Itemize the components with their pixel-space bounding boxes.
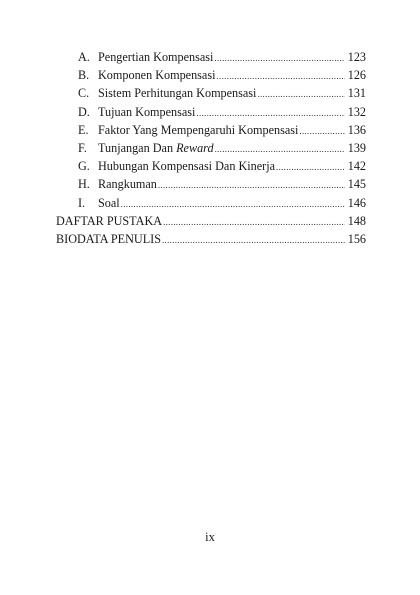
- dot-leader: [163, 213, 345, 231]
- table-of-contents: [56, 48, 366, 248]
- dot-leader: [299, 122, 345, 140]
- toc-entry-c[interactable]: [56, 84, 366, 102]
- page-number: ix: [205, 530, 215, 544]
- dot-leader: [196, 104, 345, 122]
- dot-leader: [257, 85, 345, 103]
- toc-entry-letter: A.: [78, 50, 90, 64]
- toc-entry-page: 148: [347, 213, 366, 228]
- toc-entry-title: Faktor Yang Mempengaruhi Kompensasi: [98, 122, 299, 137]
- toc-entry-b[interactable]: [56, 66, 366, 84]
- toc-entry-page: 131: [347, 86, 366, 101]
- toc-entry-daftar-pustaka[interactable]: [56, 212, 366, 230]
- dot-leader: [276, 158, 345, 176]
- toc-entry-letter: I.: [78, 195, 86, 210]
- toc-entry-title: Sistem Perhitungan Kompensasi: [98, 86, 257, 101]
- toc-entry-f[interactable]: [56, 139, 366, 157]
- toc-entry-title-italic: Reward: [176, 140, 214, 155]
- toc-entry-biodata-penulis[interactable]: [56, 230, 366, 248]
- toc-entry-g[interactable]: [56, 157, 366, 175]
- dot-leader: [158, 176, 345, 194]
- toc-entry-title: Tujuan Kompensasi: [98, 104, 196, 119]
- toc-entry-letter: D.: [78, 104, 90, 119]
- toc-entry-title: Pengertian Kompensasi: [98, 50, 214, 64]
- toc-entry-page: 145: [347, 177, 366, 192]
- toc-entry-a[interactable]: [56, 48, 366, 66]
- dot-leader: [216, 67, 345, 85]
- toc-entry-page: 139: [347, 140, 366, 155]
- toc-entry-title: BIODATA PENULIS: [56, 231, 161, 246]
- toc-entry-page: 132: [347, 104, 366, 119]
- toc-entry-title: [98, 139, 214, 157]
- dot-leader: [121, 195, 345, 213]
- toc-entry-letter: F.: [78, 140, 87, 155]
- toc-entry-letter: H.: [78, 177, 90, 192]
- toc-entry-h[interactable]: [56, 175, 366, 193]
- toc-entry-e[interactable]: [56, 121, 366, 139]
- toc-entry-page: 142: [347, 159, 366, 174]
- toc-entry-page: 146: [347, 195, 366, 210]
- toc-entry-d[interactable]: [56, 103, 366, 121]
- dot-leader: [162, 231, 345, 249]
- toc-entry-letter: G.: [78, 159, 90, 174]
- dot-leader: [215, 140, 345, 158]
- toc-entry-page: 123: [347, 50, 366, 64]
- toc-entry-page: 126: [347, 68, 366, 83]
- dot-leader: [214, 49, 345, 67]
- toc-entry-letter: E.: [78, 122, 89, 137]
- toc-entry-title: Hubungan Kompensasi Dan Kinerja: [98, 159, 276, 174]
- toc-entry-title: Soal: [98, 195, 120, 210]
- toc-entry-page: 136: [347, 122, 366, 137]
- toc-entry-title: Rangkuman: [98, 177, 157, 192]
- toc-entry-title: DAFTAR PUSTAKA: [56, 213, 163, 228]
- toc-entry-title-plain: Tunjangan Dan: [98, 140, 177, 155]
- toc-entry-letter: B.: [78, 68, 90, 83]
- toc-entry-i[interactable]: [56, 194, 366, 212]
- toc-entry-page: 156: [347, 231, 366, 246]
- toc-entry-letter: C.: [78, 86, 90, 101]
- toc-entry-title: Komponen Kompensasi: [98, 68, 216, 83]
